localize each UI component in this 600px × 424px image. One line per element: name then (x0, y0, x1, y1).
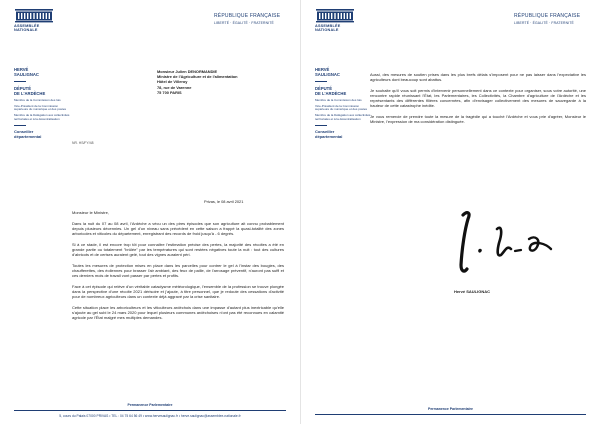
letter-body-page-2 (370, 72, 586, 130)
salutation: Monsieur le Ministre, (72, 210, 109, 215)
sidebar-extra-role: Conseiller départemental (14, 128, 42, 139)
paragraph: Je souhaite qu'il vous soit permis d'intervenir personnellement dans ce contexte pour organiser, sous votre autorité, une rencontre rapide réunissant l'État, les Parlementaires, les Collectivités, la Chambre d'agriculture de l'Ardèche et les représentants des différentes filières concernées, afin d'envisager collectivement des mesures de sauvegarde à la hauteur de cette catastrophe inédite. (370, 87, 586, 109)
republic-title: RÉPUBLIQUE FRANÇAISE (514, 13, 581, 19)
divider (14, 125, 26, 126)
paragraph: Face à cet épisode qui relève d'un véritable cataclysme météorologique, l'ensemble de la profession se trouve plongée dans la perspective d'une récolte 2021 dérisoire et j'ajoute, à titre personnel, que je redoute des cessations d'activité pour de nombreux agriculteurs dans un contexte déjà aggravé par la crise sanitaire. (72, 283, 284, 299)
letter-page-2 (301, 0, 600, 424)
paragraph: Aussi, des mesures de soutien prises dans les plus brefs délais s'imposent pour ne pas laisser dans l'expectative les agriculteurs dont beaucoup sont abattus. (370, 72, 586, 83)
paragraph: Toutes les mesures de protection mises en place dans les parcelles pour contrer le gel à l'instar des bougies, des chaufferettes, des éoliennes pour brasser l'air ambiant, des feux de paille, de l'arrosage préventif, n'auront pas suffi et ces derniers mois de travail vont passer par pertes et profits. (72, 262, 284, 278)
sidebar-item: Vice-Président de la Commission supérieure du numérique et des postes (14, 103, 67, 112)
republic-title: RÉPUBLIQUE FRANÇAISE (214, 13, 281, 19)
place-date: Privas, le 08 avril 2021 (204, 199, 244, 204)
institution-name: ASSEMBLÉE NATIONALE (315, 24, 341, 33)
footer-contact: 5, cours du Palais 07000 PRIVAS • TEL : 04 75 64 56 49 • www.hervesaulignac.fr • herve.saulignac@assemblee-nationale.fr (59, 414, 241, 418)
handwritten-signature (441, 209, 561, 279)
paragraph: Je vous remercie de prendre toute la mesure de la tragédie qui a touché l'Ardèche et vous prie d'agréer, Monsieur le Ministre, l'expression de ma considération distinguée. (370, 114, 586, 125)
divider (14, 81, 26, 82)
letter-footer (301, 407, 600, 418)
paragraph: Cette situation place les arboriculteurs et les viticulteurs ardéchois dans une impasse d'autant plus inextricable qu'elle s'ajoute au gel subi le 24 mars 2020 pour lequel plusieurs communes ardéchoises n'ont pas été reconnues en calamité agricole par l'État malgré mes multiples demandes. (72, 304, 284, 320)
deputy-role: DÉPUTÉ DE L'ARDÈCHE (14, 85, 46, 96)
hemicycle-icon (315, 7, 355, 23)
deputy-sidebar (14, 67, 70, 140)
footer-label: Permanence Parlementaire (127, 403, 173, 408)
institution-name: ASSEMBLÉE NATIONALE (14, 24, 40, 33)
sidebar-extra-role: Conseiller départemental (315, 128, 343, 139)
sidebar-item: Vice-Président de la Commission supérieure du numérique et des postes (315, 103, 368, 112)
deputy-name: HERVÉ SAULIGNAC (14, 67, 39, 77)
divider (315, 81, 327, 82)
republic-header (214, 13, 284, 25)
recipient-address: Monsieur Julien DENORMANDIE Ministre de l'Agriculture et de l'alimentation Hôtel de Villeroy 78, rue de Varenne 75 700 PARIS (157, 69, 238, 95)
sidebar-item: Membre de la Délégation aux collectivités territoriales et à la décentralisation (14, 113, 70, 121)
republic-header (514, 13, 584, 25)
paragraph: Si à ce stade, il est encore trop tôt pour connaître l'estimation précise des pertes, la majorité des récoltes a été en grande partie ou totalement "brûlée" par les températures qui sont restées négatives toute la nuit : tout des cultures d'abricots et de cerises auraient gelé, tout des vignes auraient péri. (72, 241, 284, 257)
deputy-role: DÉPUTÉ DE L'ARDÈCHE (315, 85, 347, 96)
paragraph: Dans la nuit du 07 au 08 avril, l'Ardèche a vécu un des pires épisodes que son agriculture ait connu probablement depuis plusieurs décennies. Un gel d'un niveau sans précédent en cette saison a frappé la quasi-totalité des zones arboricoles et viticoles du département, enregistrant des records de froid jusqu'à - 6 degrés. (72, 220, 284, 236)
letter-footer (0, 403, 300, 418)
assemblee-nationale-logo (315, 7, 359, 33)
sidebar-item: Membre de la Commission des lois (315, 97, 362, 102)
divider (315, 125, 327, 126)
deputy-name: HERVÉ SAULIGNAC (315, 67, 340, 77)
deputy-sidebar (315, 67, 371, 140)
hemicycle-icon (14, 7, 54, 23)
sidebar-item: Membre de la Commission des lois (14, 97, 61, 102)
divider (14, 410, 286, 411)
sidebar-item: Membre de la Délégation aux collectivités territoriales et à la décentralisation (315, 113, 371, 121)
letter-reference: NR. HS/FY/48 (72, 141, 94, 145)
letter-body-page-1 (72, 210, 284, 326)
divider (315, 414, 586, 415)
assemblee-nationale-logo (14, 7, 58, 33)
footer-label: Permanence Parlementaire (428, 407, 473, 412)
republic-motto: LIBERTÉ · ÉGALITÉ · FRATERNITÉ (514, 21, 574, 25)
republic-motto: LIBERTÉ · ÉGALITÉ · FRATERNITÉ (214, 21, 274, 25)
signatory-name: Hervé SAULIGNAC (454, 289, 491, 294)
